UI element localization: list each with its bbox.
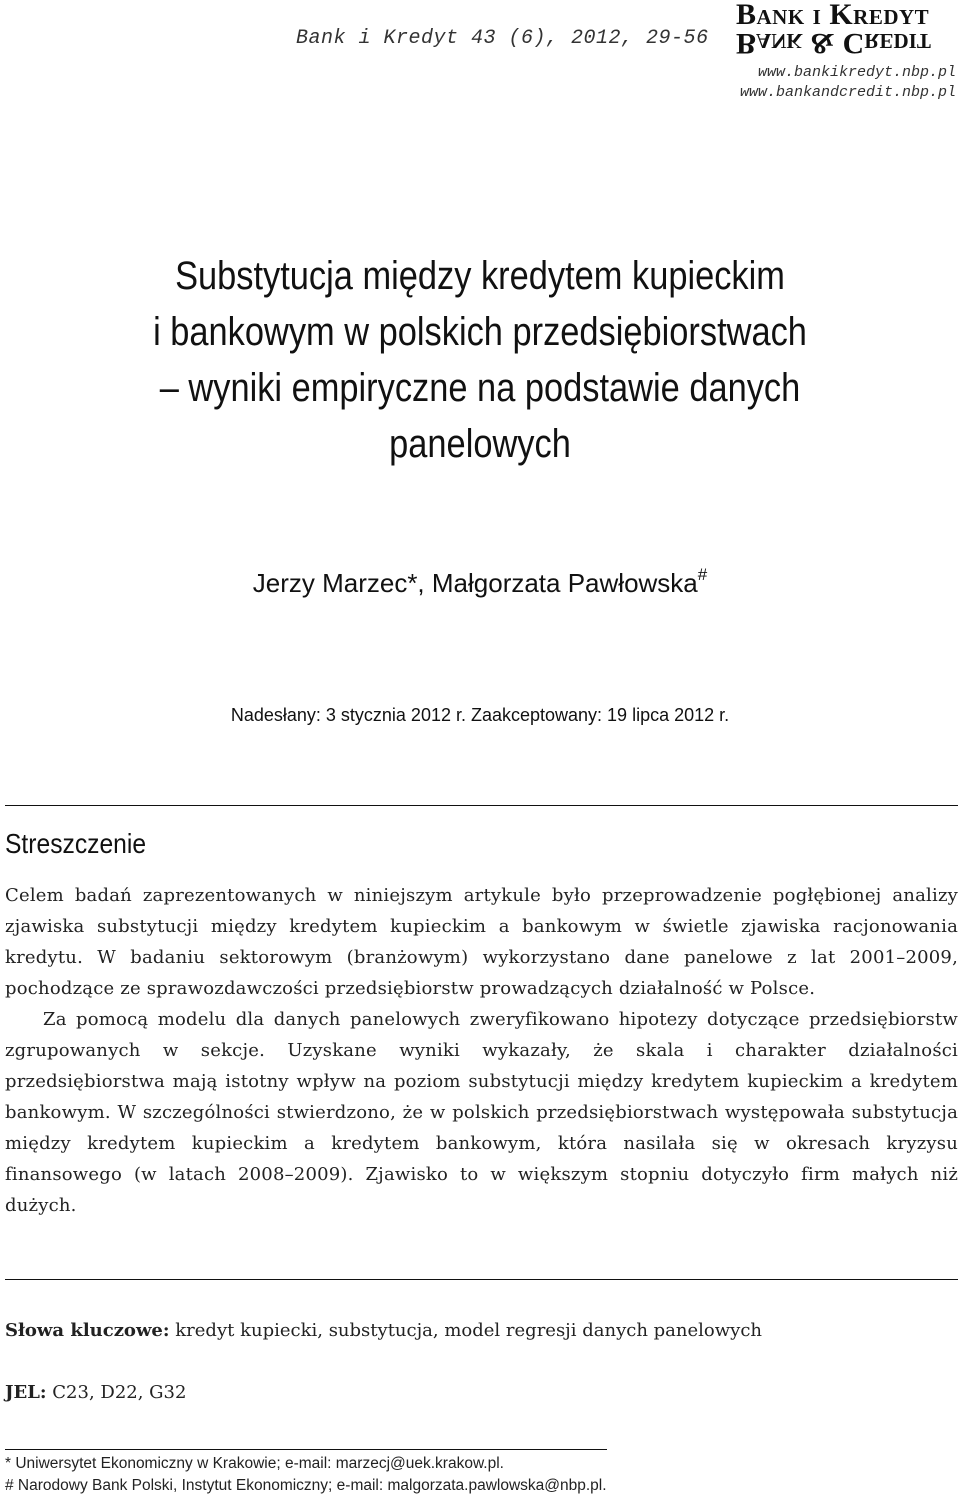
title-line: – wyniki empiryczne na podstawie danych bbox=[159, 366, 801, 410]
footnotes bbox=[5, 1453, 958, 1497]
journal-url-english[interactable]: www.bankandcredit.nbp.pl bbox=[739, 84, 956, 101]
abstract-paragraph: Za pomocą modelu dla danych panelowych zweryfikowano hipotezy dotyczące przedsiębiorstw zgrupowanych w sekcje. Uzyskane wyniki wykazały, że skala i charakter działalności przedsiębiorstwa mają istotny wpływ na poziom substytucji między kredytem kupieckim a kredytem bankowym. W szczególności stwierdzono, że w polskich przedsiębiorstwach występowała substytucja między kredytem kupieckim a kredytem bankowym, która nasilała się w okresach kryzysu finansowego (w latach 2008–2009). Zjawisko to w większym stopniu dotyczyło firm małych niż dużych. bbox=[5, 1009, 958, 1216]
article-title bbox=[67, 248, 893, 472]
author-names: Jerzy Marzec*, Małgorzata Pawłowska bbox=[252, 568, 698, 598]
jel-value: C23, D22, G32 bbox=[52, 1382, 187, 1403]
divider-bottom bbox=[5, 1279, 958, 1280]
abstract-heading: Streszczenie bbox=[5, 828, 147, 859]
keywords-value: kredyt kupiecki, substytucja, model regresji danych panelowych bbox=[175, 1320, 762, 1341]
footnote-divider bbox=[5, 1449, 607, 1450]
abstract-body bbox=[5, 880, 958, 1221]
abstract-paragraph: Celem badań zaprezentowanych w niniejszym artykule było przeprowadzenie pogłębionej analizy zjawiska substytucji między kredytem kupieckim a bankowym w świetle zjawiska racjonowania kredytu. W badaniu sektorowym (branżowym) wykorzystano dane panelowe z lat 2001–2009, pochodzące ze sprawozdawczości przedsiębiorstw prowadzących działalność w Polsce. bbox=[5, 885, 958, 999]
jel-codes bbox=[5, 1382, 186, 1403]
journal-urls bbox=[740, 63, 956, 103]
jel-label: JEL: bbox=[5, 1382, 47, 1403]
title-line: panelowych bbox=[389, 422, 571, 466]
footnote: # Narodowy Bank Polski, Instytut Ekonomiczny; e-mail: malgorzata.pawlowska@nbp.pl. bbox=[5, 1477, 607, 1494]
author-marker: # bbox=[697, 565, 708, 584]
divider-top bbox=[5, 805, 958, 806]
keywords-label: Słowa kluczowe: bbox=[5, 1320, 170, 1341]
journal-reference: Bank i Kredyt 43 (6), 2012, 29-56 bbox=[296, 27, 709, 50]
keywords bbox=[5, 1320, 958, 1341]
journal-logo: Bank i Kredyt Bank & Credit bbox=[736, 0, 931, 60]
title-line: i bankowym w polskich przedsiębiorstwach bbox=[153, 310, 807, 354]
journal-url-polish[interactable]: www.bankikredyt.nbp.pl bbox=[757, 64, 956, 81]
logo-text: Bank i Kredyt bbox=[736, 0, 930, 31]
submission-dates: Nadesłany: 3 stycznia 2012 r. Zaakceptowany: 19 lipca 2012 r. bbox=[230, 705, 730, 725]
title-line: Substytucja między kredytem kupieckim bbox=[175, 254, 785, 298]
footnote: * Uniwersytet Ekonomiczny w Krakowie; e-mail: marzecj@uek.krakow.pl. bbox=[5, 1455, 504, 1472]
authors bbox=[0, 565, 960, 599]
